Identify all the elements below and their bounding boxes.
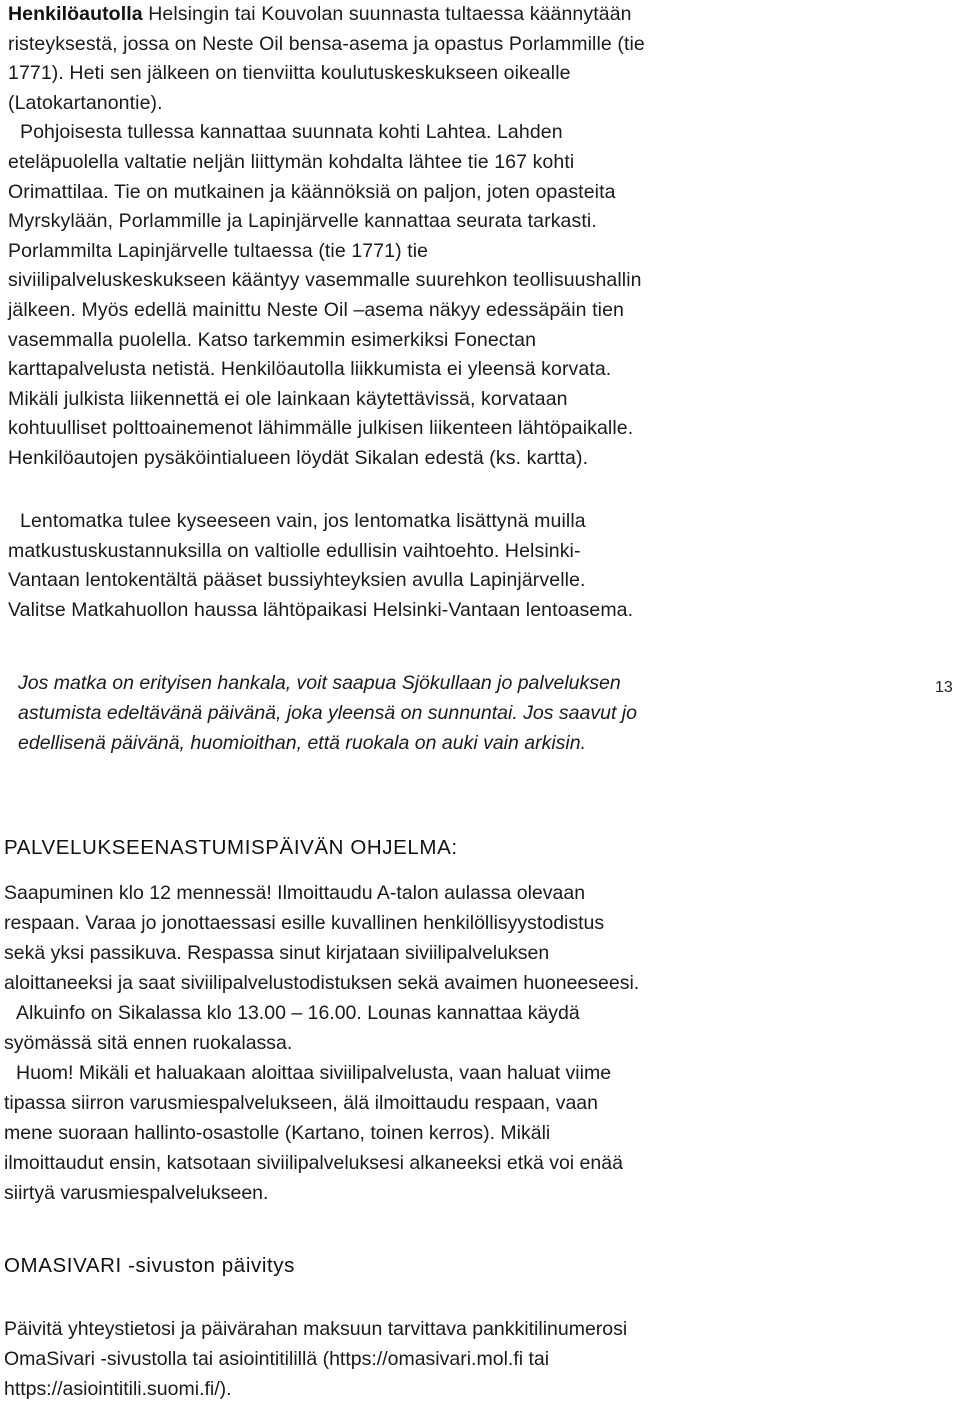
arrival-paragraph: Saapuminen klo 12 mennessä! Ilmoittaudu A-talon aulassa olevaan respaan. Varaa jo jonottaessasi esille kuvallinen henkilöllisyystodistus sekä yksi passikuva. Respassa sinut kirjataan siviilipalveluksen aloittaneeksi ja saat siviilipalvelustodistuksen sekä avaimen huoneeseesi. (4, 882, 640, 994)
flight-paragraph (8, 507, 648, 625)
difficult-travel-note: Jos matka on erityisen hankala, voit saapua Sjökullaan jo palveluksen astumista edeltävänä päivänä, joka yleensä on sunnuntai. Jos saavut jo edellisenä päivänä, huomioithan, että ruokala on auki vain arkisin. (18, 672, 637, 754)
notice-paragraph: Huom! Mikäli et haluakaan aloittaa siviilipalvelusta, vaan haluat viime tipassa siirron varusmiespalvelukseen, älä ilmoittaudu respaan, vaan mene suoraan hallinto-osastolle (Kartano, toinen kerros). Mikäli ilmoittaudut ensin, katsotaan siviilipalveluksesi alkaneeksi etkä voi enää siirtyä varusmiespalvelukseen. (4, 1062, 623, 1204)
omasivari-heading: OMASIVARI -sivuston päivitys (4, 1254, 295, 1277)
north-directions-text: Pohjoisesta tullessa kannattaa suunnata kohti Lahtea. Lahden eteläpuolella valtatie neljän liittymän kohdalta lähtee tie 167 kohti Orimattilaa. Tie on mutkainen ja käännöksiä on paljon, joten opasteita Myrskylään, Porlammille ja Lapinjärvelle kannattaa seurata tarkasti. Porlammilta Lapinjärvelle tultaessa (tie 1771) tie siviilipalveluskeskukseen kääntyy vasemmalle suurehkon teollisuushallin jälkeen. Myös edellä mainittu Neste Oil –asema näkyy edessäpäin tien vasemmalla puolella. Katso tarkemmin esimerkiksi Fonectan karttapalvelusta netistä. Henkilöautolla liikkumista ei yleensä korvata. Mikäli julkista liikennettä ei ole lainkaan käytettävissä, korvataan kohtuulliset polttoainemenot lähimmälle julkisen liikenteen lähtöpaikalle. Henkilöautojen pysäköintialueen löydät Sikalan edestä (ks. kartta). (8, 121, 642, 469)
omasivari-paragraph: Päivitä yhteystietosi ja päivärahan maksuun tarvittava pankkitilinumerosi OmaSivari -sivustolla tai asiointitilillä (https://omasivari.mol.fi tai https://asiointitili.suomi.fi/). (4, 1318, 628, 1400)
program-heading: PALVELUKSEENASTUMISPÄIVÄN OHJELMA: (4, 836, 458, 859)
info-paragraph: Alkuinfo on Sikalassa klo 13.00 – 16.00. Lounas kannattaa käydä syömässä sitä ennen ruokalassa. (4, 1002, 580, 1054)
car-lead-word: Henkilöautolla (8, 3, 143, 25)
page-number: 13 (935, 679, 953, 696)
program-section (4, 878, 649, 1208)
arrival-by-car-paragraph (8, 0, 648, 474)
flight-text: Lentomatka tulee kyseeseen vain, jos lentomatka lisättynä muilla matkustuskustannuksilla on valtiolle edullisin vaihtoehto. Helsinki-Vantaan lentokentältä pääset bussiyhteyksien avulla Lapinjärvelle. Valitse Matkahuollon haussa lähtöpaikasi Helsinki-Vantaan lentoasema. (8, 510, 634, 621)
car-directions-text: Helsingin tai Kouvolan suunnasta tultaessa käännytään risteyksestä, jossa on Neste Oil bensa-asema ja opastus Porlammille (tie 1771). Heti sen jälkeen on tienviitta koulutuskeskukseen oikealle (Latokartanontie). (8, 3, 645, 114)
